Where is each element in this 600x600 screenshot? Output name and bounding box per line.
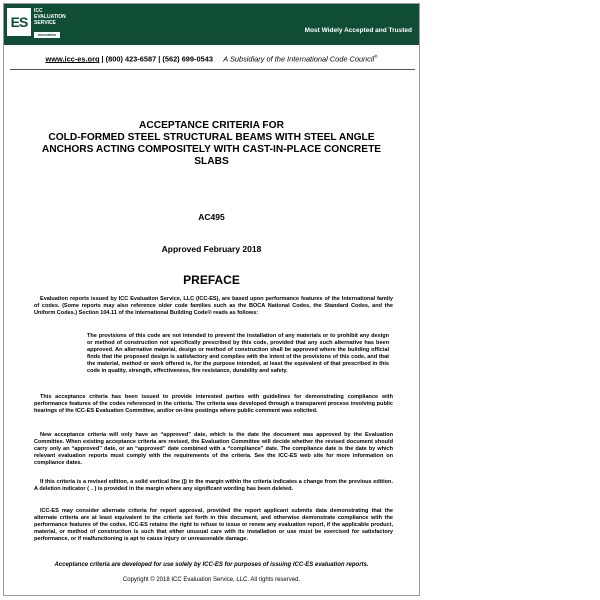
separator: | (158, 54, 163, 64)
separator: | (101, 54, 106, 64)
org-line-3: SERVICE (34, 20, 56, 26)
org-line-1: ICC (34, 8, 43, 14)
paragraph-2: This acceptance criteria has been issued to provide interested parties with guidelines for demonstrating compliance with performance features of the codes referenced in the criteria. The criteria was developed through a transparent process involving public hearings of the ICC-ES Evaluation Committee, and/or on-line postings where public comment was solicited. (34, 394, 393, 414)
usage-note: Acceptance criteria are developed for use solely by ICC-ES for purposes of issuing ICC-ES evaluation reports. (54, 562, 369, 568)
tagline: Most Widely Accepted and Trusted (304, 27, 412, 34)
website-link[interactable]: www.icc-es.org (45, 54, 100, 64)
registered-mark: ® (374, 54, 378, 59)
preface-heading: PREFACE (183, 273, 240, 287)
org-name (34, 8, 66, 37)
subsidiary-note: A Subsidiary of the International Code Council (223, 54, 375, 64)
document-page (3, 3, 420, 596)
criteria-code: AC495 (198, 212, 225, 222)
paragraph-3: New acceptance criteria will only have an “approved” date, which is the date the document was approved by the Evaluation Committee. When existing acceptance criteria are revised, the Evaluation Committee will decide whether the revised document should carry only an “approved” date, or an “approved” date combined with a “compliance” date. The compliance date is the date by which relevant evaluation reports must comply with the requirements of the criteria. See the ICC-ES web site for more information on compliance dates. (34, 432, 393, 466)
title-line-2: COLD-FORMED STEEL STRUCTURAL BEAMS WITH STEEL ANGLE (48, 132, 375, 143)
phone-1: (800) 423-6587 (105, 54, 157, 64)
divider (10, 69, 415, 70)
title-line-4: SLABS (194, 156, 229, 167)
title-line-1: ACCEPTANCE CRITERIA FOR (139, 120, 284, 131)
approval-date: Approved February 2018 (161, 244, 262, 254)
innovation-badge: Innovation (34, 32, 60, 38)
paragraph-5: ICC-ES may consider alternate criteria for report approval, provided the report applicant submits data demonstrating that the alternate criteria are at least equivalent to the criteria set forth in this document, and otherwise demonstrate compliance with the performance features of the codes. ICC-ES retains the right to refuse to issue or renew any evaluation report, if the applicable product, material, or method of construction is such that either unusual care with its installation or use must be exercised for satisfactory performance, or if malfunctioning is apt to cause injury or unreasonable damage. (34, 508, 393, 542)
paragraph-1: Evaluation reports issued by ICC Evaluation Service, LLC (ICC-ES), are based upon performance features of the International family of codes. (Some reports may also reference older code families such as the BOCA National Codes, the Standard Codes, and the Uniform Codes.) Section 104.11 of the International Building Code® reads as follows: (34, 296, 393, 316)
org-line-2: EVALUATION (34, 14, 66, 20)
paragraph-4: If this criteria is a revised edition, a solid vertical line (|) in the margin within the criteria indicates a change from the previous edition. A deletion indicator (→) is provided in the margin where any significant wording has been deleted. (34, 479, 393, 492)
phone-2: (562) 699-0543 (162, 54, 213, 64)
title-line-3: ANCHORS ACTING COMPOSITELY WITH CAST-IN-PLACE CONCRETE (41, 144, 382, 155)
spacer (215, 54, 221, 63)
copyright: Copyright © 2018 ICC Evaluation Service, LLC. All rights reserved. (122, 577, 301, 583)
document-title (4, 120, 419, 168)
es-logo: ES (7, 8, 31, 36)
contact-bar (4, 52, 419, 63)
header-banner (4, 4, 419, 45)
code-quote: The provisions of this code are not intended to prevent the installation of any materials or to prohibit any design or method of construction not specifically prescribed by this code, provided that any such alternative has been approved. An alternative material, design or method of construction shall be approved where the building official finds that the proposed design is satisfactory and complies with the intent of the provisions of this code, and that the material, method or work offered is, for the purpose intended, at least the equivalent of that prescribed in this code in quality, strength, effectiveness, fire resistance, durability and safety. (87, 333, 389, 374)
